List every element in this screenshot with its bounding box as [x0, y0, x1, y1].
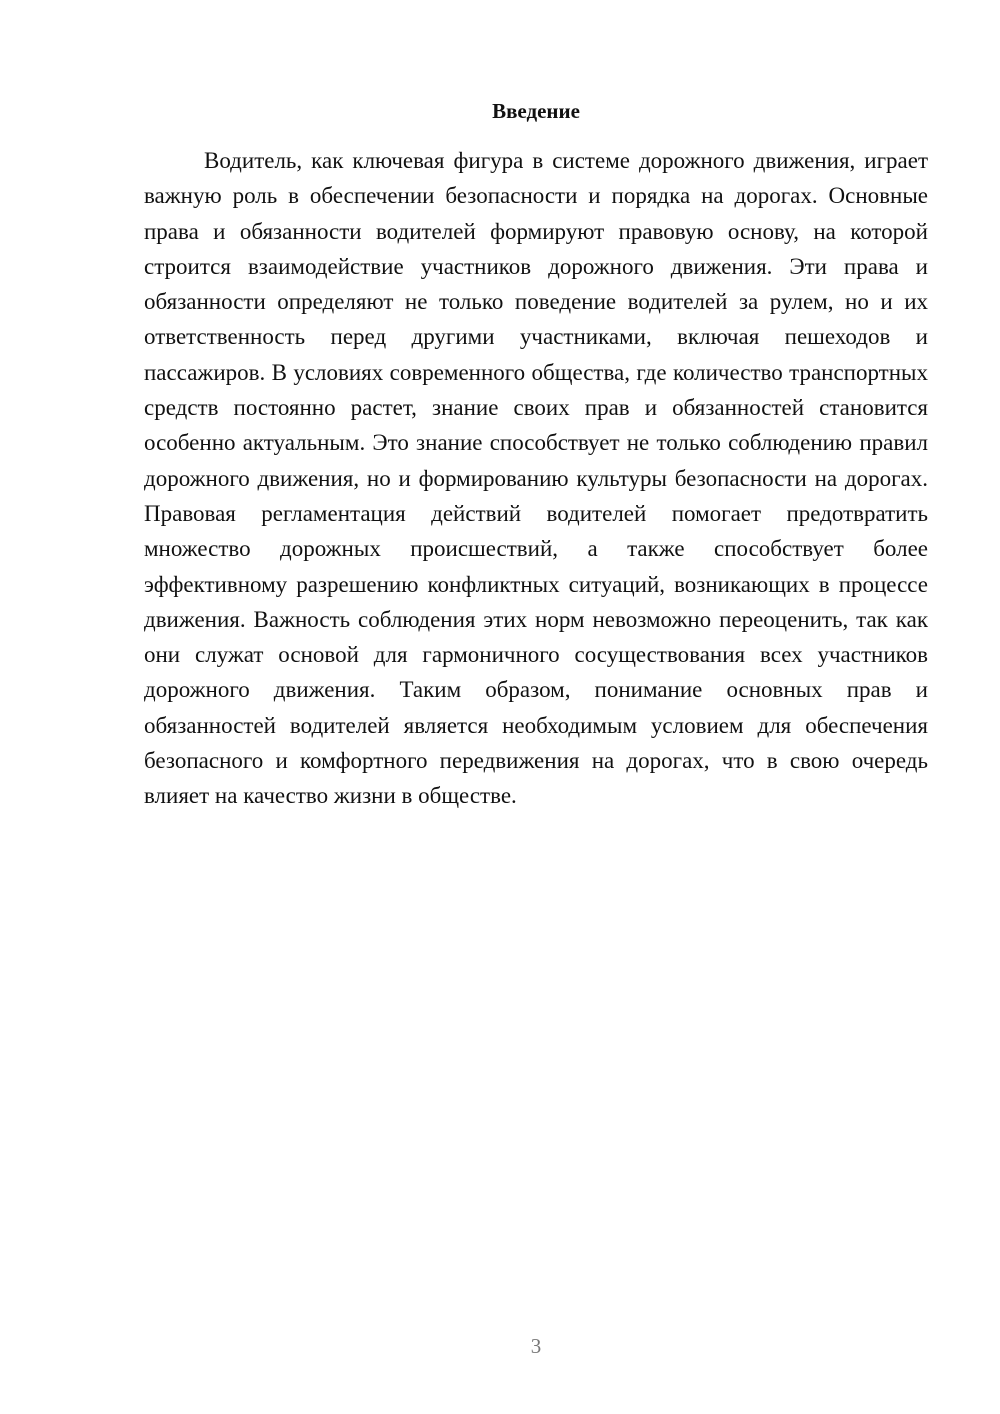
- section-heading: Введение: [492, 99, 580, 123]
- body-paragraph: Водитель, как ключевая фигура в системе дорожного движения, играет важную роль в обеспечении безопасности и порядка на дорогах. Основные права и обязанности водителей формируют правовую основу, на которой строится взаимодействие участников дорожного движения. Эти права и обязанности определяют не только поведение водителей за рулем, но и их ответственность перед другими участниками, включая пешеходов и пассажиров. В условиях современного общества, где количество транспортных средств постоянно растет, знание своих прав и обязанностей становится особенно актуальным. Это знание способствует не только соблюдению правил дорожного движения, но и формированию культуры безопасности на дорогах. Правовая регламентация действий водителей помогает предотвратить множество дорожных происшествий, а также способствует более эффективному разрешению конфликтных ситуаций, возникающих в процессе движения. Важность соблюдения этих норм невозможно переоценить, так как они служат основой для гармоничного сосуществования всех участников дорожного движения. Таким образом, понимание основных прав и обязанностей водителей является необходимым условием для обеспечения безопасного и комфортного передвижения на дорогах, что в свою очередь влияет на качество жизни в обществе.: [144, 148, 928, 809]
- page-number: 3: [530, 1334, 542, 1358]
